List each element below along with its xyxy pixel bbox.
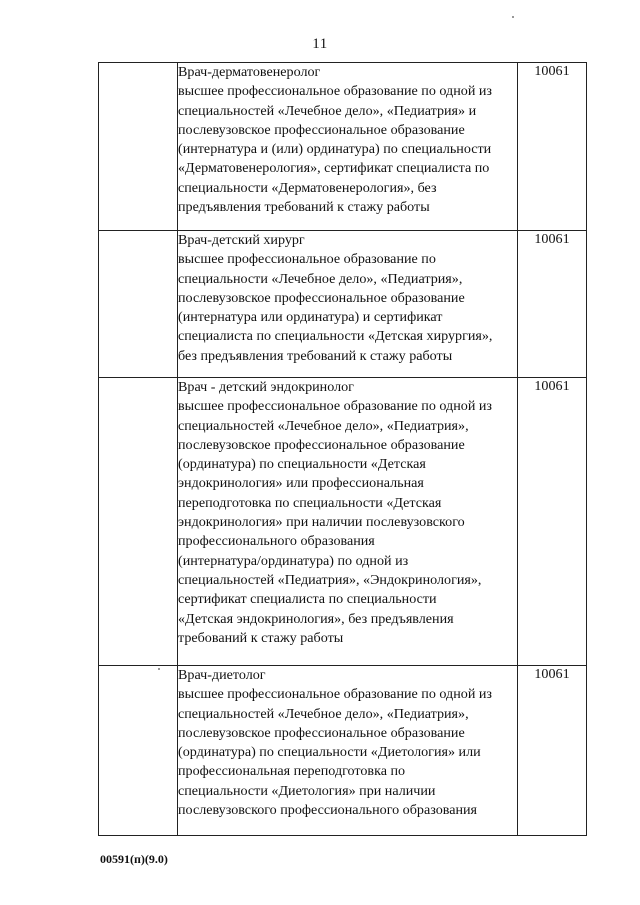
description-line: специальностей «Педиатрия», «Эндокринология», <box>178 571 482 588</box>
table-row <box>99 63 587 231</box>
position-code: 10061 <box>518 378 587 666</box>
description-line: послевузовское профессиональное образование <box>178 436 465 453</box>
description-line: послевузовское профессиональное образование <box>178 289 465 306</box>
position-title: Врач - детский эндокринолог <box>178 379 354 395</box>
position-code: 10061 <box>518 231 587 378</box>
scan-speck <box>158 668 160 670</box>
description-line: (интернатура или ординатура) и сертификат <box>178 309 443 326</box>
description-line: послевузовское профессиональное образование <box>178 121 465 138</box>
position-title: Врач-детский хирург <box>178 232 305 248</box>
description-line: эндокринология» при наличии послевузовского <box>178 514 465 531</box>
description-line: специалиста по специальности «Детская хирургия», <box>178 328 493 345</box>
table-row <box>99 666 587 836</box>
position-title: Врач-дерматовенеролог <box>178 64 321 80</box>
table-row <box>99 378 587 666</box>
empty-left-cell <box>99 666 178 836</box>
position-description <box>178 378 518 666</box>
description-line: высшее профессиональное образование по <box>178 251 436 268</box>
empty-left-cell <box>99 231 178 378</box>
description-line: специальности «Лечебное дело», «Педиатрия», <box>178 270 463 287</box>
empty-left-cell <box>99 63 178 231</box>
description-line: специальности «Дерматовенерология», без <box>178 179 437 196</box>
description-line: (ординатура) по специальности «Диетология» или <box>178 744 481 761</box>
position-code: 10061 <box>518 666 587 836</box>
description-line: высшее профессиональное образование по одной из <box>178 686 492 703</box>
description-line: без предъявления требований к стажу работы <box>178 347 453 364</box>
description-line: высшее профессиональное образование по одной из <box>178 398 492 415</box>
document-code: 00591(п)(9.0) <box>100 852 168 866</box>
description-line: послевузовского профессионального образования <box>178 802 478 819</box>
description-line: специальностей «Лечебное дело», «Педиатрия», <box>178 417 469 434</box>
position-code: 10061 <box>518 63 587 231</box>
description-line: специальностей «Лечебное дело», «Педиатрия», <box>178 705 469 722</box>
description-line: (интернатура и (или) ординатура) по специальности <box>178 141 492 158</box>
table-row <box>99 231 587 378</box>
description-line: профессиональная переподготовка по <box>178 763 406 780</box>
description-line: высшее профессиональное образование по одной из <box>178 83 492 100</box>
description-line: сертификат специалиста по специальности <box>178 591 437 608</box>
position-description <box>178 666 518 836</box>
description-line: специальности «Диетология» при наличии <box>178 782 436 799</box>
description-line: послевузовское профессиональное образование <box>178 724 465 741</box>
description-line: (интернатура/ординатура) по одной из <box>178 552 409 569</box>
description-line: эндокринология» или профессиональная <box>178 475 424 492</box>
description-line: «Дерматовенерология», сертификат специалиста по <box>178 160 490 177</box>
scan-speck <box>512 16 514 18</box>
qualification-table <box>98 62 587 836</box>
description-line: профессионального образования <box>178 533 375 550</box>
page-number: 11 <box>312 36 328 52</box>
position-title: Врач-диетолог <box>178 667 266 683</box>
empty-left-cell <box>99 378 178 666</box>
description-line: переподготовка по специальности «Детская <box>178 494 442 511</box>
description-line: «Детская эндокринология», без предъявления <box>178 610 454 627</box>
description-line: специальностей «Лечебное дело», «Педиатрия» и <box>178 102 477 119</box>
description-line: предъявления требований к стажу работы <box>178 199 430 216</box>
position-description <box>178 231 518 378</box>
description-line: (ординатура) по специальности «Детская <box>178 456 426 473</box>
description-line: требований к стажу работы <box>178 629 344 646</box>
position-description <box>178 63 518 231</box>
